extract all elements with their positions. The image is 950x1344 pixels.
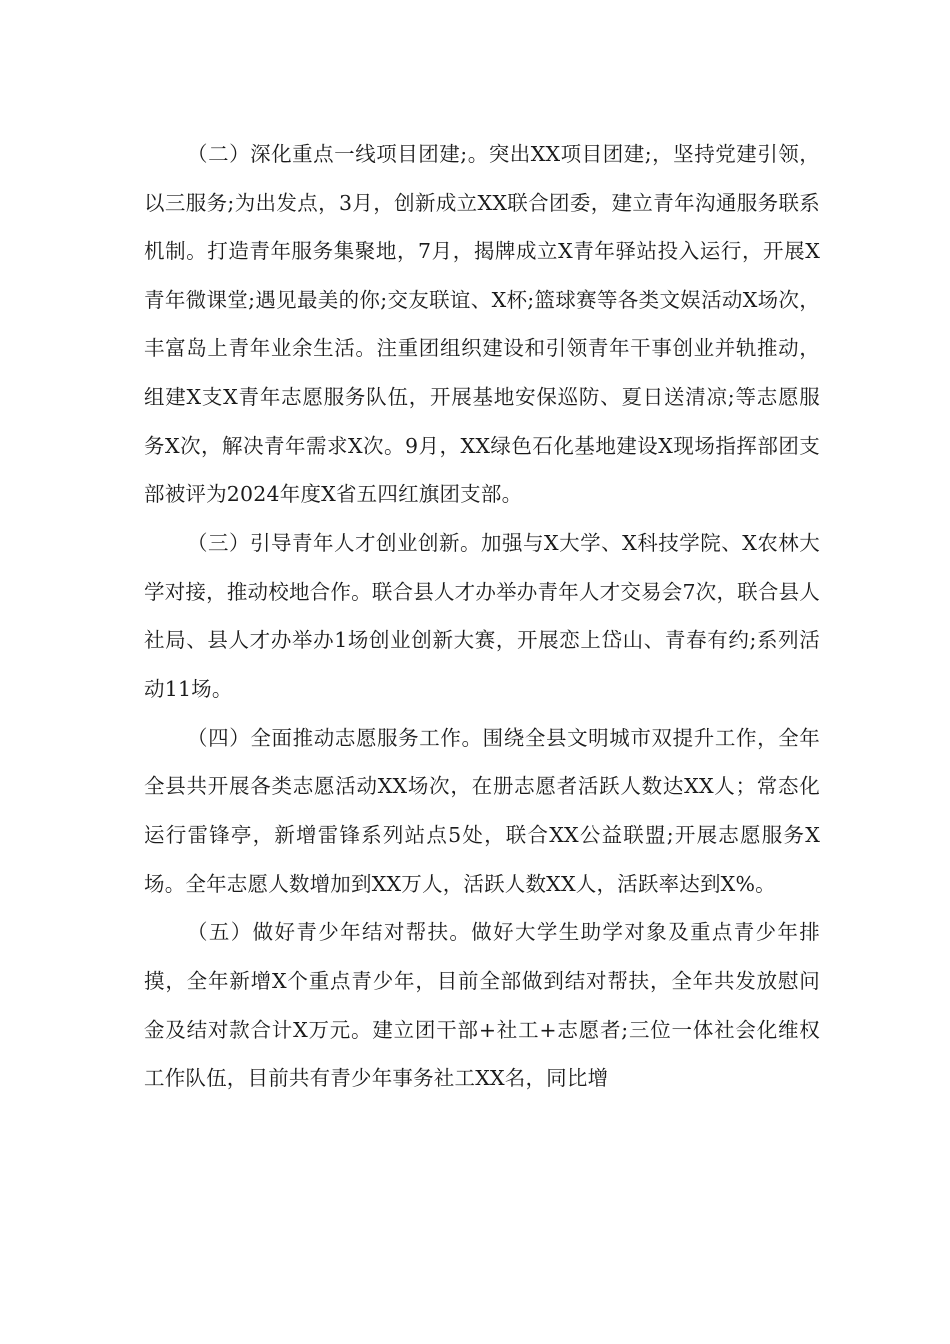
paragraph-section-4: （四）全面推动志愿服务工作。围绕全县文明城市双提升工作，全年全县共开展各类志愿活动XX场次，在册志愿者活跃人数达XX人；常态化运行雷锋亭，新增雷锋系列站点5处，联合XX公益联盟;开展志愿服务X场。全年志愿人数增加到XX万人，活跃人数XX人，活跃率达到X%。 (144, 725, 820, 896)
paragraph-section-5: （五）做好青少年结对帮扶。做好大学生助学对象及重点青少年排摸，全年新增X个重点青少年，目前全部做到结对帮扶，全年共发放慰问金及结对款合计X万元。建立团干部+社工+志愿者;三位一体社会化维权工作队伍，目前共有青少年事务社工XX名，同比增 (144, 920, 820, 1091)
document-page (144, 130, 820, 1103)
paragraph-section-2: （二）深化重点一线项目团建;。突出XX项目团建;，坚持党建引领，以三服务;为出发点，3月，创新成立XX联合团委，建立青年沟通服务联系机制。打造青年服务集聚地，7月，揭牌成立X青年驿站投入运行，开展X青年微课堂;遇见最美的你;交友联谊、X杯;篮球赛等各类文娱活动X场次，丰富岛上青年业余生活。注重团组织建设和引领青年干事创业并轨推动，组建X支X青年志愿服务队伍，开展基地安保巡防、夏日送清凉;等志愿服务X次，解决青年需求X次。9月，XX绿色石化基地建设X现场指挥部团支部被评为2024年度X省五四红旗团支部。 (144, 142, 820, 507)
paragraph-section-3: （三）引导青年人才创业创新。加强与X大学、X科技学院、X农林大学对接，推动校地合作。联合县人才办举办青年人才交易会7次，联合县人社局、县人才办举办1场创业创新大赛，开展恋上岱山、青春有约;系列活动11场。 (144, 531, 820, 701)
